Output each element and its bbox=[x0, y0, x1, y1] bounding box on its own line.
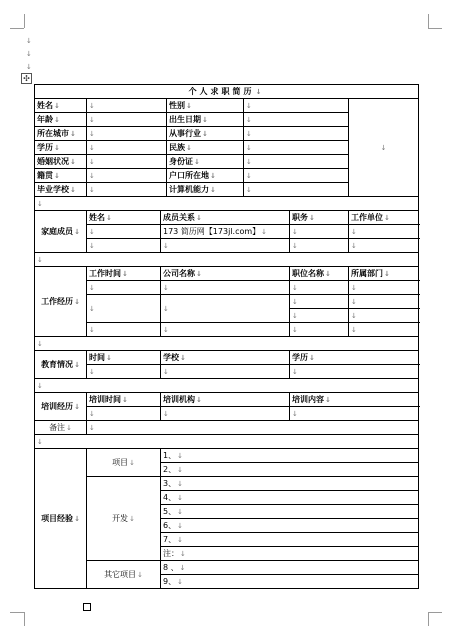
label-computer-skills: 计算机能力↓ bbox=[167, 183, 244, 197]
paragraph-mark: ↓ bbox=[26, 63, 32, 71]
training-cell[interactable]: ↓ bbox=[161, 407, 290, 421]
family-cell[interactable]: ↓ bbox=[290, 239, 349, 253]
label-family-members: 家庭成员↓ bbox=[35, 211, 87, 253]
work-cell[interactable]: ↓ bbox=[290, 309, 349, 323]
value-name[interactable]: ↓ bbox=[87, 99, 167, 113]
label-work-experience: 工作经历↓ bbox=[35, 267, 87, 337]
training-header-time: 培训时间↓ bbox=[87, 393, 161, 407]
work-cell[interactable]: ↓ bbox=[290, 295, 349, 309]
project-item[interactable]: 9、↓ bbox=[161, 575, 419, 589]
work-cell[interactable]: ↓ bbox=[161, 281, 290, 295]
label-ethnicity: 民族↓ bbox=[167, 141, 244, 155]
value-industry[interactable]: ↓ bbox=[244, 127, 349, 141]
work-cell[interactable]: ↓ bbox=[290, 281, 349, 295]
label-household-registration: 户口所在地↓ bbox=[167, 169, 244, 183]
family-header-name: 姓名↓ bbox=[87, 211, 161, 225]
label-city: 所在城市↓ bbox=[35, 127, 87, 141]
value-age[interactable]: ↓ bbox=[87, 113, 167, 127]
label-education-level: 学历↓ bbox=[35, 141, 87, 155]
label-marital-status: 婚姻状况↓ bbox=[35, 155, 87, 169]
training-header-institution: 培训机构↓ bbox=[161, 393, 290, 407]
work-cell[interactable]: ↓ bbox=[161, 295, 290, 323]
family-cell[interactable]: ↓ bbox=[87, 225, 161, 239]
paragraph-mark: ↓ bbox=[26, 50, 32, 58]
value-computer-skills[interactable]: ↓ bbox=[244, 183, 349, 197]
project-item[interactable]: 2、↓ bbox=[161, 463, 419, 477]
project-item[interactable]: 8 、↓ bbox=[161, 561, 419, 575]
family-cell[interactable]: ↓ bbox=[349, 239, 419, 253]
family-watermark-link[interactable]: 173 简历网【173jl.com】↓ bbox=[161, 225, 290, 239]
label-training: 培训经历↓ bbox=[35, 393, 87, 421]
work-cell[interactable]: ↓ bbox=[87, 281, 161, 295]
label-age: 年龄↓ bbox=[35, 113, 87, 127]
work-cell[interactable]: ↓ bbox=[349, 323, 419, 337]
crop-mark-top-left-v bbox=[24, 14, 25, 28]
value-household-registration[interactable]: ↓ bbox=[244, 169, 349, 183]
value-city[interactable]: ↓ bbox=[87, 127, 167, 141]
label-name: 姓名↓ bbox=[35, 99, 87, 113]
training-cell[interactable]: ↓ bbox=[87, 407, 161, 421]
family-header-employer: 工作单位↓ bbox=[349, 211, 419, 225]
project-item[interactable]: 3、↓ bbox=[161, 477, 419, 491]
value-birth-date[interactable]: ↓ bbox=[244, 113, 349, 127]
crop-mark-bottom-left-v bbox=[24, 612, 25, 626]
crop-mark-bottom-right-h bbox=[428, 612, 442, 613]
project-group-other: 其它项目↓ bbox=[87, 561, 161, 589]
label-gender: 性别↓ bbox=[167, 99, 244, 113]
project-group-project: 项目↓ bbox=[87, 449, 161, 477]
project-item[interactable]: 6、↓ bbox=[161, 519, 419, 533]
label-native-place: 籍贯↓ bbox=[35, 169, 87, 183]
crop-mark-top-right-h bbox=[428, 28, 442, 29]
work-cell[interactable]: ↓ bbox=[349, 295, 419, 309]
education-cell[interactable]: ↓ bbox=[290, 365, 419, 379]
resume-title: 个人求职简历↓ bbox=[35, 85, 419, 99]
label-project-experience: 项目经验↓ bbox=[35, 449, 87, 589]
spacer-row: ↓ bbox=[35, 253, 419, 267]
notes-value[interactable]: ↓ bbox=[87, 421, 419, 435]
value-education-level[interactable]: ↓ bbox=[87, 141, 167, 155]
work-cell[interactable]: ↓ bbox=[349, 309, 419, 323]
education-header-school: 学校↓ bbox=[161, 351, 290, 365]
paragraph-mark: ↓ bbox=[26, 37, 32, 45]
project-item[interactable]: 7、↓ bbox=[161, 533, 419, 547]
end-of-table-marker bbox=[83, 603, 91, 611]
spacer-row: ↓ bbox=[35, 197, 419, 211]
family-cell[interactable]: ↓ bbox=[161, 239, 290, 253]
family-header-position: 职务↓ bbox=[290, 211, 349, 225]
project-group-development: 开发↓ bbox=[87, 477, 161, 561]
education-header-time: 时间↓ bbox=[87, 351, 161, 365]
spacer-row: ↓ bbox=[35, 435, 419, 449]
value-ethnicity[interactable]: ↓ bbox=[244, 141, 349, 155]
work-cell[interactable]: ↓ bbox=[349, 281, 419, 295]
training-header-content: 培训内容↓ bbox=[290, 393, 419, 407]
value-gender[interactable]: ↓ bbox=[244, 99, 349, 113]
work-cell[interactable]: ↓ bbox=[87, 295, 161, 323]
label-industry: 从事行业↓ bbox=[167, 127, 244, 141]
project-item[interactable]: 5、↓ bbox=[161, 505, 419, 519]
crop-mark-bottom-right-v bbox=[428, 612, 429, 626]
label-birth-date: 出生日期↓ bbox=[167, 113, 244, 127]
education-cell[interactable]: ↓ bbox=[87, 365, 161, 379]
family-cell[interactable]: ↓ bbox=[349, 225, 419, 239]
crop-mark-top-right-v bbox=[428, 14, 429, 28]
crop-mark-bottom-left-h bbox=[10, 612, 24, 613]
work-header-company: 公司名称↓ bbox=[161, 267, 290, 281]
label-education: 教育情况↓ bbox=[35, 351, 87, 379]
label-graduate-school: 毕业学校↓ bbox=[35, 183, 87, 197]
value-id-card[interactable]: ↓ bbox=[244, 155, 349, 169]
table-move-handle-icon[interactable]: ✣ bbox=[21, 73, 32, 84]
value-graduate-school[interactable]: ↓ bbox=[87, 183, 167, 197]
value-marital-status[interactable]: ↓ bbox=[87, 155, 167, 169]
label-notes: 备注↓ bbox=[35, 421, 87, 435]
work-header-time: 工作时间↓ bbox=[87, 267, 161, 281]
education-cell[interactable]: ↓ bbox=[161, 365, 290, 379]
spacer-row: ↓ bbox=[35, 337, 419, 351]
training-cell[interactable]: ↓ bbox=[290, 407, 419, 421]
work-header-position: 职位名称↓ bbox=[290, 267, 349, 281]
photo-cell[interactable]: ↓ bbox=[349, 99, 419, 197]
family-cell[interactable]: ↓ bbox=[87, 239, 161, 253]
spacer-row: ↓ bbox=[35, 379, 419, 393]
work-cell[interactable]: ↓ bbox=[290, 323, 349, 337]
work-cell[interactable]: ↓ bbox=[161, 323, 290, 337]
resume-table bbox=[34, 84, 419, 589]
project-item[interactable]: 4、↓ bbox=[161, 491, 419, 505]
family-cell[interactable]: ↓ bbox=[290, 225, 349, 239]
work-header-department: 所属部门↓ bbox=[349, 267, 419, 281]
value-native-place[interactable]: ↓ bbox=[87, 169, 167, 183]
project-item[interactable]: 1、↓ bbox=[161, 449, 419, 463]
crop-mark-top-left-h bbox=[10, 28, 24, 29]
project-note[interactable]: 注：↓ bbox=[161, 547, 419, 561]
family-header-relation: 成员关系↓ bbox=[161, 211, 290, 225]
education-header-degree: 学历↓ bbox=[290, 351, 419, 365]
work-cell[interactable]: ↓ bbox=[87, 323, 161, 337]
label-id-card: 身份证↓ bbox=[167, 155, 244, 169]
